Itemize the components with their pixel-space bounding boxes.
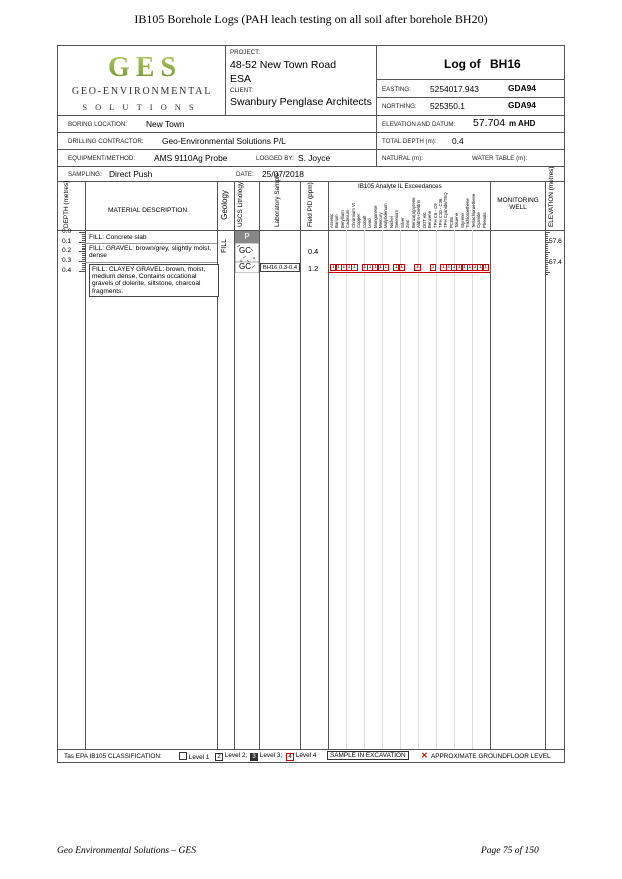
depth-tick-label: 0.4	[62, 266, 72, 274]
elevation-minor-tick	[545, 272, 550, 273]
col-monitoring: MONITORING WELL	[497, 197, 539, 211]
layer-3-description: FILL: CLAYEY GRAVEL: brown, moist, medium dense, Contains occational gravels of dolerite, siltstone, charcoal fragments.	[89, 264, 219, 297]
lab-sample-id: BH16 0.3-0.4	[260, 263, 300, 272]
exceedance-level-box: 1	[363, 264, 367, 270]
analyte-header: Cadmium	[345, 209, 351, 228]
analyte-header: Aldrin+Dieldrin	[416, 199, 422, 228]
col-pid: Field PID (ppm)	[307, 182, 314, 227]
elevation-minor-tick	[545, 248, 548, 249]
elevation-minor-tick	[545, 250, 548, 251]
footer-page-number: Page 75 of 150	[481, 846, 539, 856]
depth-tick-label: 0.2	[62, 247, 72, 255]
elevation-minor-tick	[545, 268, 548, 269]
col-depth: DEPTH (metres)	[63, 180, 70, 228]
depth-minor-tick	[82, 248, 85, 249]
elevation-minor-tick	[545, 256, 548, 257]
analyte-header: Zinc	[405, 219, 411, 228]
project-line2: ESA	[230, 73, 252, 85]
elevation-minor-tick	[545, 254, 548, 255]
depth-minor-tick	[82, 257, 85, 258]
sampling-value: Direct Push	[109, 169, 153, 179]
pid-value-2: 1.2	[308, 264, 319, 273]
exceedance-level-box: 1	[447, 264, 451, 270]
logo-line1: GEO-ENVIRONMENTAL	[71, 86, 213, 97]
northing-label: NORTHING:	[382, 103, 417, 110]
elevation-minor-tick	[545, 244, 548, 245]
elevation-minor-tick	[545, 262, 550, 263]
footer-company: Geo Environmental Solutions – GES	[57, 846, 196, 856]
analyte-header: Nickel	[388, 216, 394, 228]
depth-minor-tick	[82, 251, 85, 252]
analyte-header: Cyanide	[476, 212, 482, 228]
depth-minor-tick	[82, 259, 85, 260]
elevation-minor-tick	[545, 260, 548, 261]
analyte-header: Trichloroethene	[465, 198, 471, 228]
exceedance-level-box: 1	[483, 264, 488, 270]
analyte-header: Tetrachloroethene	[470, 193, 476, 228]
boring-location-label: BORING LOCATION:	[68, 121, 128, 128]
analyte-header: Silver	[399, 217, 405, 228]
exceedance-level-box: 1	[373, 264, 377, 270]
depth-tick-label: 0.0	[62, 228, 72, 235]
analyte-gridline	[418, 230, 419, 749]
depth-minor-tick	[82, 238, 85, 239]
legend-level3-label: Level 3;	[259, 752, 283, 759]
analyte-gridline	[436, 230, 437, 749]
depth-minor-tick	[82, 267, 85, 268]
depth-minor-tick	[82, 249, 85, 250]
elevation-label: ELEVATION AND DATUM:	[382, 121, 456, 128]
depth-minor-tick	[82, 232, 85, 233]
analyte-header: TPH C10 - C36	[437, 198, 443, 228]
level1-box	[179, 752, 187, 760]
elevation-unit: m AHD	[509, 119, 536, 128]
uscs-layer-3: GC	[239, 262, 251, 271]
exceedance-level-box: 1	[431, 264, 435, 270]
legend-level1	[179, 752, 209, 761]
boring-location-value: New Town	[146, 119, 185, 129]
analyte-gridline	[472, 230, 473, 749]
analyte-gridline	[382, 230, 383, 749]
classification-legend	[58, 749, 564, 764]
analyte-gridline	[400, 230, 401, 749]
analyte-header: Chromium VI	[350, 202, 356, 228]
exceedance-level-box: 1	[336, 264, 341, 270]
legend-level3	[250, 752, 282, 761]
project-label: PROJECT:	[230, 49, 260, 56]
elevation-minor-tick	[545, 246, 548, 247]
col-analyte-title: IB105 Analyte IL Exceedances	[358, 183, 442, 190]
analyte-header: TPH Cyanide/TEQ	[443, 192, 449, 228]
analyte-header: Barium	[334, 214, 340, 228]
analyte-header: Cobalt	[361, 215, 367, 228]
legend-level1-label: Level 1	[188, 754, 210, 761]
elevation-tick-label: 57.6	[549, 238, 562, 245]
analyte-header: Molybdenum	[383, 203, 389, 228]
layer-1-description: FILL: Concrete slab	[89, 234, 147, 241]
elevation-value: 57.704	[473, 117, 506, 129]
depth-tick-label: 0.3	[62, 257, 72, 265]
level4-box: 4	[286, 753, 294, 761]
exceedance-level-box: 1	[384, 264, 388, 270]
exceedance-level-box: 1	[394, 264, 398, 270]
elevation-minor-tick	[545, 232, 550, 233]
depth-minor-tick	[82, 265, 85, 266]
exceedance-level-box: 1	[415, 264, 419, 270]
uscs-layer-2: GC	[239, 246, 251, 255]
depth-minor-tick	[82, 255, 85, 256]
elevation-minor-tick	[545, 236, 548, 237]
exceedance-level-box: 1	[452, 264, 456, 270]
logo-line2: SOLUTIONS	[82, 102, 202, 112]
elevation-minor-tick	[545, 238, 548, 239]
northing-value: 525350.1	[430, 101, 465, 111]
total-depth-value: 0.4	[452, 136, 464, 146]
geology-fill-label: FILL	[221, 238, 228, 253]
col-geology: Geology	[220, 190, 229, 220]
logged-by-value: S. Joyce	[298, 153, 331, 163]
analyte-gridline	[346, 230, 347, 749]
elevation-minor-tick	[545, 264, 548, 265]
equipment-value: AMS 9110Ag Probe	[154, 153, 228, 163]
exceedance-level-box: 1	[468, 264, 472, 270]
legend-groundfloor: APPROXIMATE GROUNDFLOOR LEVEL	[431, 753, 551, 760]
natural-label: NATURAL (m):	[382, 155, 423, 162]
equipment-label: EQUIPMENT/METHOD:	[68, 155, 136, 162]
elevation-minor-tick	[545, 266, 548, 267]
elevation-minor-tick	[545, 270, 548, 271]
contractor-value: Geo-Environmental Solutions P/L	[162, 136, 286, 146]
level2-box: 2	[215, 753, 223, 761]
exceedance-level-box: 1	[457, 264, 461, 270]
analyte-header: Selenium	[394, 210, 400, 228]
elevation-minor-tick	[545, 274, 548, 275]
legend-level4	[286, 752, 316, 761]
depth-minor-tick	[82, 263, 85, 264]
depth-minor-tick	[82, 269, 85, 270]
depth-minor-tick	[82, 253, 85, 254]
pid-value-1: 0.4	[308, 247, 319, 256]
sampling-label: SAMPLING:	[68, 171, 102, 178]
exceedance-level-box: 1	[399, 264, 404, 270]
exceedance-level-box: 1	[342, 264, 346, 270]
analyte-header: Manganese	[372, 205, 378, 228]
logged-by-label: LOGGED BY:	[256, 155, 294, 162]
analyte-header: Lead	[367, 218, 373, 228]
analyte-header: PCBs	[448, 217, 454, 228]
project-name: 48-52 New Town Road	[230, 59, 337, 71]
legend-sample-excavation: SAMPLE IN EXCAVATION	[327, 751, 409, 760]
col-material: MATERIAL DESCRIPTION	[108, 207, 188, 214]
exceedance-level-box: 1	[368, 264, 372, 270]
exceedance-level-box: 1	[441, 264, 446, 270]
total-depth-label: TOTAL DEPTH (m):	[382, 138, 437, 145]
elevation-minor-tick	[545, 240, 548, 241]
easting-value: 5254017.943	[430, 84, 479, 94]
analyte-header: Arsenic	[329, 213, 334, 228]
exceedance-level-box: 1	[352, 264, 356, 270]
analyte-header: Copper	[356, 213, 362, 228]
easting-datum: GDA94	[508, 83, 536, 93]
layer-2-description: FILL: GRAVEL: brown/grey, slightly moist, dense	[89, 245, 212, 260]
logo-letters: GES	[107, 54, 183, 78]
depth-minor-tick	[82, 240, 85, 241]
uscs-concrete-pattern: P	[235, 231, 259, 243]
analyte-header: Benzo(a)pyrene	[410, 197, 416, 228]
analyte-header: Styrene	[459, 213, 465, 228]
legend-level2	[215, 752, 247, 761]
legend-title: Tas EPA IB105 CLASSIFICATION:	[64, 753, 162, 760]
elevation-minor-tick	[545, 252, 550, 253]
exceedance-level-box: 1	[347, 264, 351, 270]
col-elevation: ELEVATION (metres)	[548, 166, 555, 227]
legend-level2-label: Level 2;	[224, 752, 248, 759]
exceedance-level-box: 1	[331, 264, 335, 270]
depth-minor-tick	[82, 246, 85, 247]
exceedance-level-box: 1	[473, 264, 477, 270]
page-title: IB105 Borehole Logs (PAH leach testing on all soil after borehole BH20)	[134, 12, 488, 26]
client-label: CLIENT:	[230, 87, 254, 94]
analyte-gridline	[454, 230, 455, 749]
analyte-header: TPH C6 - C9	[432, 203, 438, 228]
elevation-minor-tick	[545, 234, 548, 235]
depth-tick-label: 0.1	[62, 237, 72, 245]
analyte-header: Mercury	[378, 212, 384, 228]
log-of-label: Log of	[444, 57, 481, 71]
cross-icon: ✕	[421, 751, 428, 760]
depth-tick	[79, 271, 85, 272]
elevation-minor-tick	[545, 242, 550, 243]
exceedance-level-box: 1	[478, 264, 482, 270]
analyte-header: Beryllium	[339, 210, 345, 228]
legend-level4-label: Level 4	[295, 752, 317, 759]
exceedance-level-box: 1	[462, 264, 467, 270]
exceedance-level-box: 1	[378, 264, 383, 270]
depth-minor-tick	[82, 234, 85, 235]
date-label: DATE:	[236, 171, 254, 178]
northing-datum: GDA94	[508, 100, 536, 110]
analyte-gridline	[364, 230, 365, 749]
ges-logo	[90, 54, 200, 78]
client-name: Swanbury Penglase Architects	[230, 96, 372, 108]
easting-label: EASTING:	[382, 86, 411, 93]
analyte-header: DDT etc	[421, 212, 427, 228]
depth-minor-tick	[82, 236, 85, 237]
contractor-label: DRILLING CONTRACTOR:	[68, 138, 144, 145]
elevation-tick-label: 57.4	[549, 259, 562, 266]
analyte-header: Benzene	[427, 211, 433, 228]
date-value: 25/07/2018	[262, 169, 304, 179]
level3-box: 3	[250, 753, 258, 761]
analyte-header: Toluene	[454, 212, 460, 228]
col-uscs: USCS Lithology	[237, 181, 244, 227]
borehole-log-sheet	[57, 45, 565, 763]
col-lab: Laboratory Sample	[274, 173, 281, 227]
water-table-label: WATER TABLE (m):	[472, 155, 528, 162]
log-id: BH16	[490, 57, 521, 71]
elevation-minor-tick	[545, 258, 548, 259]
analyte-header: Phenols	[481, 212, 487, 228]
